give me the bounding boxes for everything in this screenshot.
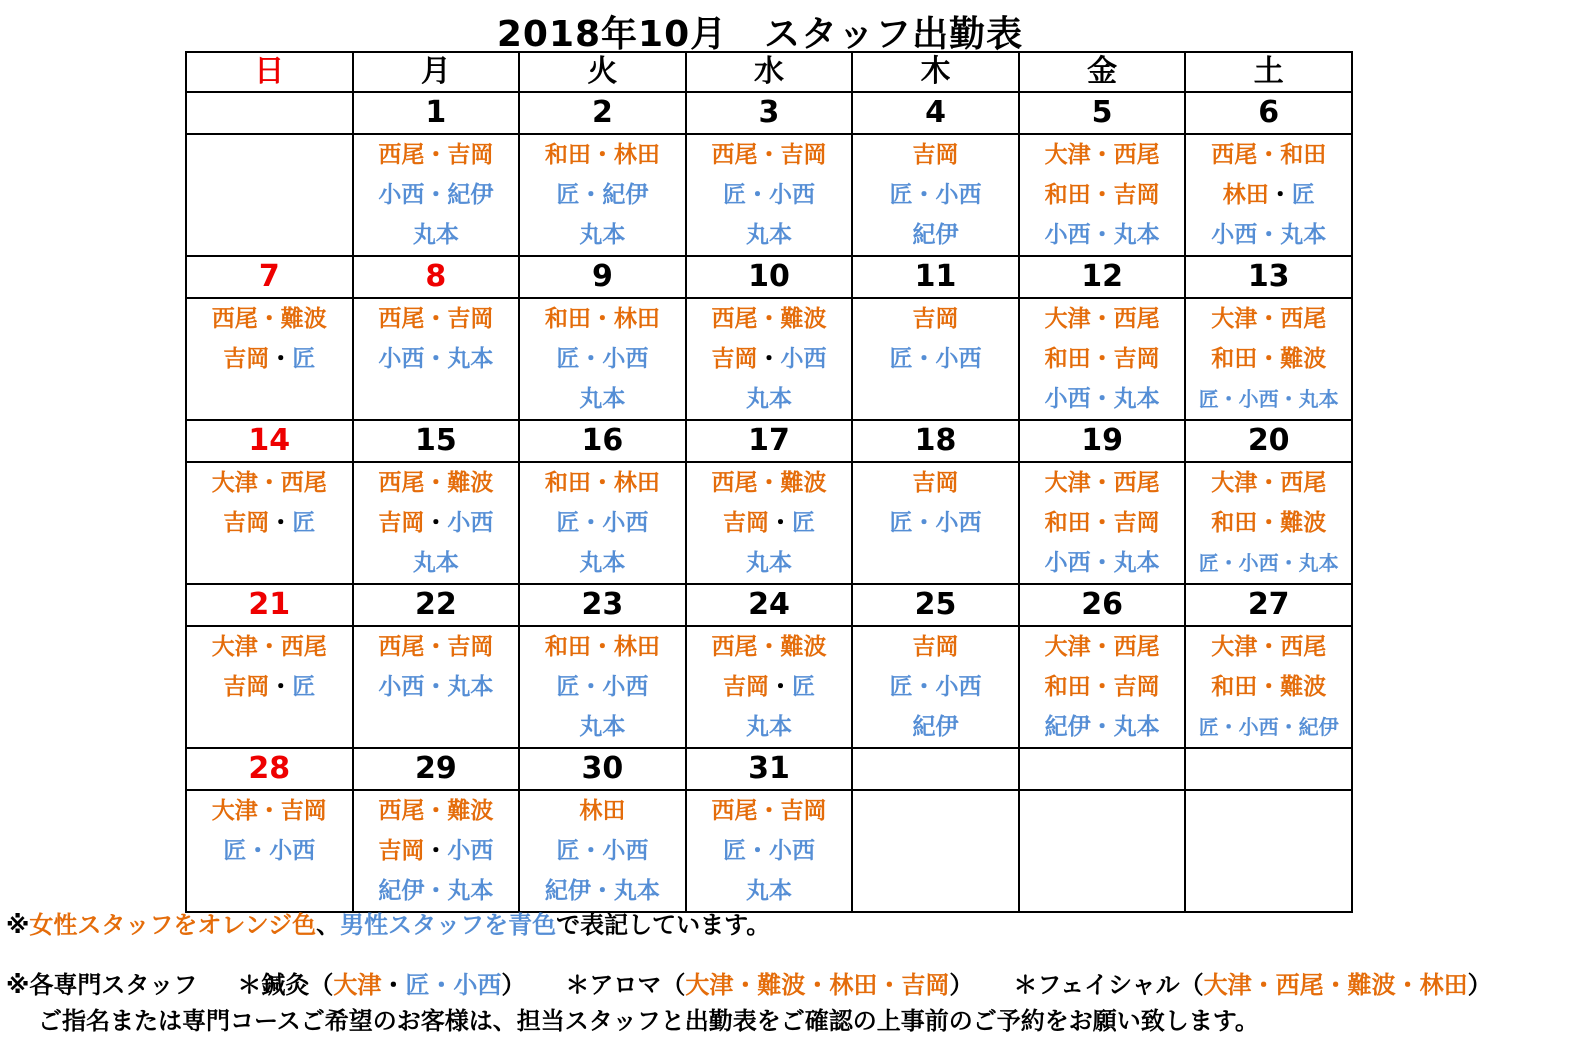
female-staff-names: 大津・西尾	[1211, 634, 1327, 660]
staff-line	[354, 215, 519, 255]
page-title: 2018年10月 スタッフ出勤表	[496, 14, 1024, 55]
staff-row	[186, 626, 1352, 748]
male-staff-names: 丸本	[412, 550, 459, 576]
female-staff-names: 吉岡	[912, 142, 959, 168]
staff-line	[520, 379, 685, 419]
female-staff-names: 吉岡	[912, 634, 959, 660]
staff-cell	[519, 462, 686, 584]
staff-line	[520, 871, 685, 911]
female-staff-names: 吉岡	[722, 510, 769, 536]
staff-line	[520, 503, 685, 543]
staff-line	[187, 667, 352, 707]
weekday-header: 金	[1019, 52, 1186, 92]
date-cell: 1	[353, 92, 520, 134]
male-staff-names: 匠	[292, 510, 316, 536]
date-cell: 11	[852, 256, 1019, 298]
male-staff-names: 小西	[780, 346, 827, 372]
female-staff-names: 和田・林田	[544, 470, 660, 496]
staff-cell	[186, 462, 353, 584]
male-staff-names: 匠	[292, 346, 316, 372]
female-staff-names: 林田	[579, 798, 626, 824]
female-staff-names: 西尾・難波	[711, 634, 827, 660]
staff-line	[853, 667, 1018, 707]
date-cell: 31	[686, 748, 853, 790]
male-staff-names: 丸本	[579, 386, 626, 412]
male-staff-names: 匠・小西	[889, 674, 982, 700]
male-staff-names: 小西	[447, 510, 494, 536]
date-cell: 18	[852, 420, 1019, 462]
date-cell: 22	[353, 584, 520, 626]
staff-line	[354, 299, 519, 339]
staff-line	[1020, 503, 1185, 543]
staff-line	[520, 135, 685, 175]
staff-cell	[186, 298, 353, 420]
staff-cell	[1019, 134, 1186, 256]
female-staff-names: 大津・西尾	[1211, 306, 1327, 332]
staff-cell	[1019, 298, 1186, 420]
staff-line	[687, 379, 852, 419]
date-cell: 23	[519, 584, 686, 626]
female-staff-names: 吉岡	[711, 346, 758, 372]
staff-line	[853, 299, 1018, 339]
staff-line	[687, 215, 852, 255]
staff-line	[1020, 175, 1185, 215]
staff-cell	[519, 134, 686, 256]
staff-line	[687, 667, 852, 707]
note-text: ）	[949, 971, 974, 999]
staff-cell	[852, 134, 1019, 256]
male-staff-names: 紀伊	[912, 714, 959, 740]
staff-line	[354, 175, 519, 215]
staff-cell	[519, 790, 686, 912]
female-staff-names: 吉岡	[722, 674, 769, 700]
staff-line	[354, 135, 519, 175]
female-staff-names: 吉岡	[223, 674, 270, 700]
date-cell: 14	[186, 420, 353, 462]
staff-row	[186, 462, 1352, 584]
date-cell: 19	[1019, 420, 1186, 462]
date-cell: 27	[1185, 584, 1352, 626]
male-staff-names: 匠・紀伊	[556, 182, 649, 208]
staff-line	[354, 791, 519, 831]
note-text: ＊鍼灸（	[237, 971, 334, 999]
male-staff-names: 匠・小西	[556, 838, 649, 864]
staff-line	[520, 339, 685, 379]
male-staff-names: 匠・小西	[556, 510, 649, 536]
staff-line	[853, 175, 1018, 215]
female-staff-names: 和田・吉岡	[1044, 510, 1160, 536]
staff-line	[1020, 299, 1185, 339]
date-row	[186, 584, 1352, 626]
female-highlight-text: 女性スタッフをオレンジ色	[29, 911, 317, 939]
staff-cell	[1185, 298, 1352, 420]
female-staff-names: 和田・難波	[1211, 510, 1327, 536]
separator: ・	[269, 510, 293, 536]
note-reservation: ご指名または専門コースご希望のお客様は、担当スタッフと出勤表をご確認の上事前のご予約をお願い致します。	[38, 1007, 1259, 1035]
staff-line	[187, 339, 352, 379]
staff-line	[687, 831, 852, 871]
staff-line	[1186, 463, 1351, 503]
date-cell	[186, 92, 353, 134]
staff-line	[687, 543, 852, 583]
female-highlight-text: 大津・西尾・難波・林田	[1203, 971, 1468, 999]
staff-line	[187, 627, 352, 667]
staff-line	[687, 135, 852, 175]
staff-line	[520, 463, 685, 503]
female-staff-names: 吉岡	[378, 510, 425, 536]
staff-cell	[353, 134, 520, 256]
date-cell: 16	[519, 420, 686, 462]
staff-line	[1186, 707, 1351, 747]
female-staff-names: 和田・林田	[544, 306, 660, 332]
male-staff-names: 紀伊	[912, 222, 959, 248]
date-cell: 6	[1185, 92, 1352, 134]
staff-cell	[1185, 790, 1352, 912]
male-staff-names: 小西・丸本	[378, 674, 494, 700]
date-cell: 30	[519, 748, 686, 790]
male-staff-names: 匠・小西・紀伊	[1198, 715, 1339, 739]
male-staff-names: 丸本	[745, 878, 792, 904]
note-text: ＊フェイシャル（	[1013, 971, 1204, 999]
male-staff-names: 小西・丸本	[1044, 222, 1160, 248]
staff-line	[853, 707, 1018, 747]
staff-row	[186, 790, 1352, 912]
female-staff-names: 和田・難波	[1211, 674, 1327, 700]
female-staff-names: 和田・林田	[544, 634, 660, 660]
male-highlight-text: 匠・小西	[405, 971, 502, 999]
female-staff-names: 和田・難波	[1211, 346, 1327, 372]
female-staff-names: 和田・吉岡	[1044, 182, 1160, 208]
staff-row	[186, 134, 1352, 256]
date-cell: 13	[1185, 256, 1352, 298]
staff-line	[1186, 543, 1351, 583]
weekday-header: 土	[1185, 52, 1352, 92]
female-staff-names: 大津・西尾	[1044, 470, 1160, 496]
male-staff-names: 匠	[1291, 182, 1315, 208]
note-text: ）	[501, 971, 526, 999]
staff-line	[1020, 135, 1185, 175]
male-staff-names: 匠・小西	[556, 346, 649, 372]
date-cell: 15	[353, 420, 520, 462]
female-staff-names: 大津・西尾	[1044, 634, 1160, 660]
date-cell: 20	[1185, 420, 1352, 462]
staff-line	[687, 791, 852, 831]
female-staff-names: 和田・林田	[544, 142, 660, 168]
male-staff-names: 丸本	[745, 714, 792, 740]
female-staff-names: 大津・西尾	[211, 634, 327, 660]
staff-cell	[1185, 462, 1352, 584]
date-cell: 10	[686, 256, 853, 298]
staff-line	[354, 627, 519, 667]
date-cell: 28	[186, 748, 353, 790]
male-staff-names: 丸本	[745, 222, 792, 248]
weekday-header: 木	[852, 52, 1019, 92]
date-cell: 9	[519, 256, 686, 298]
male-staff-names: 丸本	[745, 550, 792, 576]
male-staff-names: 匠・小西	[722, 182, 815, 208]
female-staff-names: 西尾・吉岡	[711, 142, 827, 168]
staff-line	[1020, 543, 1185, 583]
staff-cell	[186, 790, 353, 912]
staff-line	[354, 543, 519, 583]
staff-line	[853, 463, 1018, 503]
weekday-header: 日	[186, 52, 353, 92]
female-staff-names: 吉岡	[223, 510, 270, 536]
female-staff-names: 西尾・難波	[378, 470, 494, 496]
staff-line	[687, 871, 852, 911]
note-text: ※	[6, 911, 30, 939]
staff-cell	[353, 626, 520, 748]
staff-cell	[852, 626, 1019, 748]
note-text: で表記しています。	[556, 911, 771, 939]
date-row	[186, 420, 1352, 462]
weekday-header: 月	[353, 52, 520, 92]
staff-line	[1020, 379, 1185, 419]
date-cell: 2	[519, 92, 686, 134]
staff-line	[1020, 463, 1185, 503]
male-staff-names: 匠・小西	[889, 182, 982, 208]
staff-cell	[186, 626, 353, 748]
note-specialists	[6, 967, 1586, 1003]
staff-line	[1186, 175, 1351, 215]
staff-line	[520, 707, 685, 747]
male-staff-names: 匠・小西	[556, 674, 649, 700]
female-staff-names: 大津・西尾	[1044, 306, 1160, 332]
male-staff-names: 匠	[791, 510, 815, 536]
date-cell	[852, 748, 1019, 790]
male-staff-names: 紀伊・丸本	[1044, 714, 1160, 740]
male-staff-names: 匠・小西・丸本	[1198, 551, 1339, 575]
staff-line	[687, 299, 852, 339]
date-cell: 4	[852, 92, 1019, 134]
female-staff-names: 西尾・難波	[711, 306, 827, 332]
staff-line	[520, 627, 685, 667]
staff-cell	[1019, 790, 1186, 912]
male-staff-names: 丸本	[579, 714, 626, 740]
separator: ・	[768, 674, 792, 700]
staff-cell	[1019, 462, 1186, 584]
female-staff-names: 吉岡	[912, 306, 959, 332]
male-staff-names: 丸本	[412, 222, 459, 248]
note-text: ※各専門スタッフ	[6, 971, 198, 999]
female-staff-names: 吉岡	[912, 470, 959, 496]
staff-cell	[353, 462, 520, 584]
female-staff-names: 西尾・吉岡	[378, 634, 494, 660]
staff-line	[520, 667, 685, 707]
date-cell: 26	[1019, 584, 1186, 626]
note-color-legend	[6, 907, 1586, 943]
date-cell: 29	[353, 748, 520, 790]
date-cell: 8	[353, 256, 520, 298]
date-cell: 25	[852, 584, 1019, 626]
staff-line	[187, 503, 352, 543]
staff-line	[687, 627, 852, 667]
staff-line	[1020, 707, 1185, 747]
staff-line	[520, 215, 685, 255]
staff-line	[354, 871, 519, 911]
separator: ・	[424, 510, 448, 536]
staff-cell	[353, 298, 520, 420]
female-staff-names: 西尾・吉岡	[711, 798, 827, 824]
staff-cell	[686, 462, 853, 584]
female-staff-names: 大津・西尾	[1211, 470, 1327, 496]
staff-line	[187, 791, 352, 831]
staff-line	[520, 299, 685, 339]
staff-line	[520, 175, 685, 215]
date-cell: 24	[686, 584, 853, 626]
female-staff-names: 西尾・難波	[711, 470, 827, 496]
female-staff-names: 大津・西尾	[1044, 142, 1160, 168]
staff-cell	[852, 462, 1019, 584]
staff-line	[520, 791, 685, 831]
note-text: ＊アロマ（	[565, 971, 686, 999]
staff-line	[1020, 339, 1185, 379]
female-staff-names: 西尾・吉岡	[378, 306, 494, 332]
staff-line	[354, 339, 519, 379]
female-staff-names: 西尾・難波	[211, 306, 327, 332]
date-row	[186, 748, 1352, 790]
date-cell	[1019, 748, 1186, 790]
female-staff-names: 和田・吉岡	[1044, 674, 1160, 700]
staff-cell	[1185, 626, 1352, 748]
staff-line	[853, 215, 1018, 255]
staff-line	[853, 339, 1018, 379]
staff-cell	[686, 298, 853, 420]
staff-line	[1020, 667, 1185, 707]
staff-cell	[686, 790, 853, 912]
note-text: ）	[1467, 971, 1492, 999]
date-cell: 21	[186, 584, 353, 626]
staff-calendar	[185, 51, 1353, 913]
male-staff-names: 匠	[791, 674, 815, 700]
staff-line	[687, 175, 852, 215]
staff-line	[520, 543, 685, 583]
staff-cell	[353, 790, 520, 912]
date-cell: 17	[686, 420, 853, 462]
weekday-header: 火	[519, 52, 686, 92]
staff-cell	[686, 626, 853, 748]
weekday-header: 水	[686, 52, 853, 92]
female-staff-names: 和田・吉岡	[1044, 346, 1160, 372]
staff-cell	[852, 298, 1019, 420]
separator: ・	[424, 838, 448, 864]
staff-cell	[852, 790, 1019, 912]
male-staff-names: 小西・丸本	[378, 346, 494, 372]
male-staff-names: 紀伊・丸本	[544, 878, 660, 904]
male-staff-names: 匠	[292, 674, 316, 700]
staff-line	[687, 503, 852, 543]
male-staff-names: 小西・丸本	[1044, 386, 1160, 412]
staff-line	[354, 831, 519, 871]
male-staff-names: 匠・小西	[722, 838, 815, 864]
date-row	[186, 92, 1352, 134]
male-highlight-text: 男性スタッフを青色	[340, 911, 557, 939]
date-cell: 7	[186, 256, 353, 298]
female-staff-names: 吉岡	[378, 838, 425, 864]
male-staff-names: 小西・丸本	[1211, 222, 1327, 248]
staff-line	[520, 831, 685, 871]
staff-line	[1186, 379, 1351, 419]
staff-line	[1020, 215, 1185, 255]
staff-line	[354, 463, 519, 503]
female-staff-names: 西尾・難波	[378, 798, 494, 824]
female-staff-names: 大津・西尾	[211, 470, 327, 496]
male-staff-names: 丸本	[579, 550, 626, 576]
date-cell: 12	[1019, 256, 1186, 298]
female-highlight-text: 大津	[333, 971, 382, 999]
staff-cell	[186, 134, 353, 256]
staff-line	[187, 831, 352, 871]
male-staff-names: 匠・小西	[223, 838, 316, 864]
staff-line	[354, 503, 519, 543]
staff-cell	[519, 298, 686, 420]
separator: ・	[757, 346, 781, 372]
staff-line	[853, 135, 1018, 175]
staff-line	[187, 299, 352, 339]
male-staff-names: 匠・小西	[889, 346, 982, 372]
staff-line	[687, 339, 852, 379]
male-staff-names: 丸本	[745, 386, 792, 412]
staff-line	[1186, 503, 1351, 543]
date-cell	[1185, 748, 1352, 790]
date-cell: 3	[686, 92, 853, 134]
separator: ・	[768, 510, 792, 536]
note-text: 、	[316, 911, 341, 939]
male-staff-names: 匠・小西	[889, 510, 982, 536]
female-staff-names: 林田	[1222, 182, 1269, 208]
staff-line	[187, 463, 352, 503]
female-staff-names: 吉岡	[223, 346, 270, 372]
staff-row	[186, 298, 1352, 420]
staff-cell	[1019, 626, 1186, 748]
staff-line	[853, 627, 1018, 667]
staff-cell	[1185, 134, 1352, 256]
female-staff-names: 大津・吉岡	[211, 798, 327, 824]
staff-line	[1186, 135, 1351, 175]
note-text: ・	[381, 971, 406, 999]
separator: ・	[1268, 182, 1292, 208]
staff-line	[1186, 339, 1351, 379]
staff-cell	[519, 626, 686, 748]
separator: ・	[269, 346, 293, 372]
male-staff-names: 小西・丸本	[1044, 550, 1160, 576]
male-staff-names: 匠・小西・丸本	[1198, 387, 1339, 411]
staff-cell	[686, 134, 853, 256]
date-row	[186, 256, 1352, 298]
male-staff-names: 紀伊・丸本	[378, 878, 494, 904]
staff-line	[1186, 299, 1351, 339]
staff-line	[1186, 627, 1351, 667]
date-cell: 5	[1019, 92, 1186, 134]
male-staff-names: 丸本	[579, 222, 626, 248]
staff-line	[687, 463, 852, 503]
notes	[6, 907, 1586, 1039]
female-staff-names: 西尾・吉岡	[378, 142, 494, 168]
female-highlight-text: 大津・難波・林田・吉岡	[685, 971, 950, 999]
staff-line	[853, 503, 1018, 543]
staff-line	[1186, 667, 1351, 707]
male-staff-names: 小西	[447, 838, 494, 864]
staff-line	[687, 707, 852, 747]
weekday-header-row	[186, 52, 1352, 92]
staff-line	[1186, 215, 1351, 255]
staff-line	[354, 667, 519, 707]
staff-line	[1020, 627, 1185, 667]
male-staff-names: 小西・紀伊	[378, 182, 494, 208]
female-staff-names: 西尾・和田	[1211, 142, 1327, 168]
separator: ・	[269, 674, 293, 700]
